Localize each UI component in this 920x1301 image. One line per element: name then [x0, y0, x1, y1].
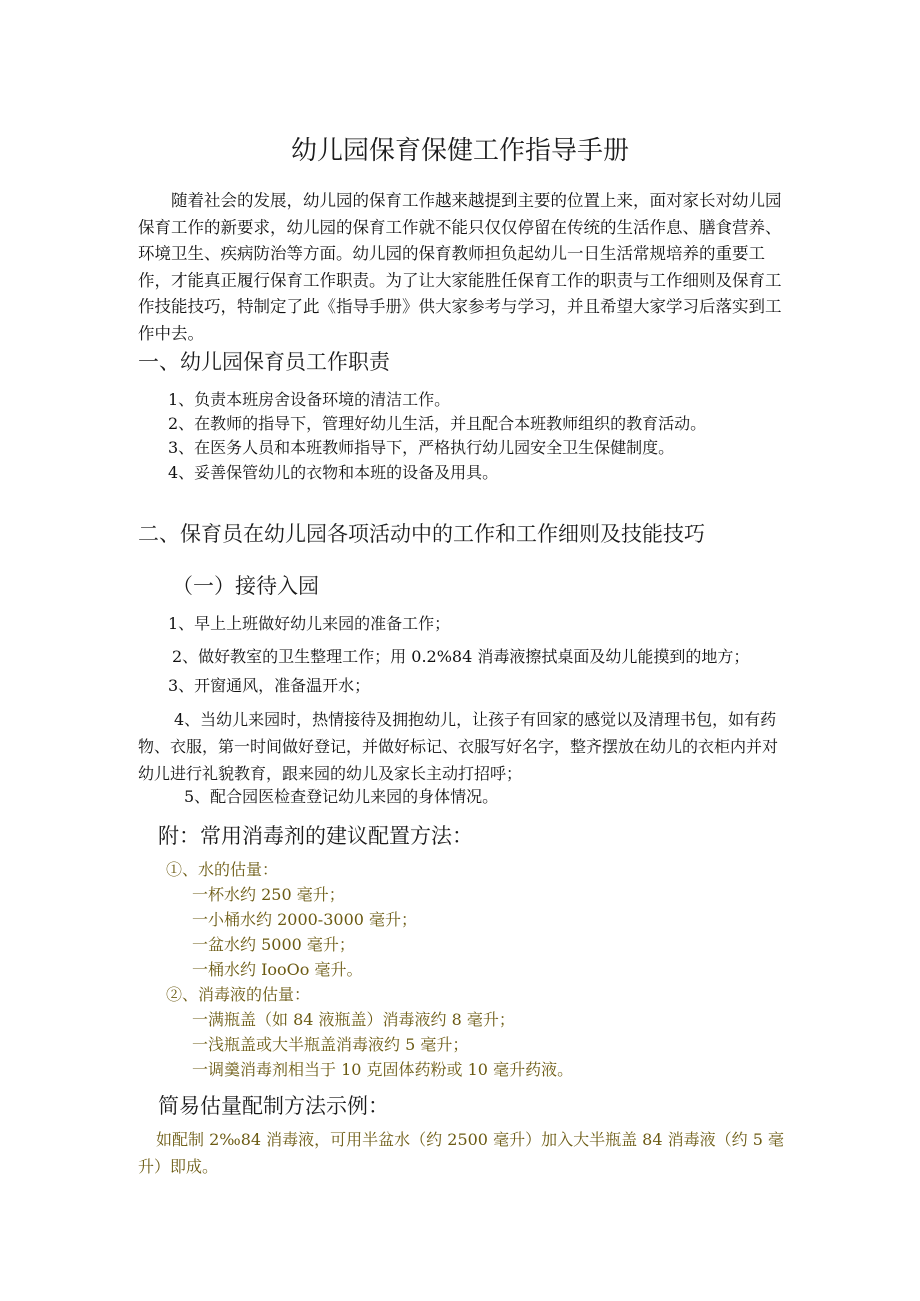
reception-item-1: 1、早上上班做好幼儿来园的准备工作；	[168, 614, 451, 633]
water-estimate-label: ①、水的估量：	[166, 860, 279, 879]
example-heading: 简易估量配制方法示例：	[158, 1094, 389, 1118]
reception-item-2: 2、做好教室的卫生整理工作；用 0.2%84 消毒液擦拭桌面及幼儿能摸到的地方；	[172, 647, 750, 666]
section2-heading: 二、保育员在幼儿园各项活动中的工作和工作细则及技能技巧	[138, 522, 705, 546]
section1-item-4: 4、妥善保管幼儿的衣物和本班的设备及用具。	[168, 463, 499, 482]
document-title: 幼儿园保育保健工作指导手册	[290, 136, 629, 166]
disinfectant-item-1: 一满瓶盖（如 84 液瓶盖）消毒液约 8 毫升；	[192, 1010, 515, 1029]
disinfectant-estimate-label: ②、消毒液的估量：	[166, 985, 311, 1004]
section1-item-3: 3、在医务人员和本班教师指导下，严格执行幼儿园安全卫生保健制度。	[168, 438, 675, 457]
intro-paragraph	[138, 188, 788, 347]
disinfectant-item-3: 一调羹消毒剂相当于 10 克固体药粉或 10 毫升药液。	[192, 1060, 574, 1079]
section1-heading: 一、幼儿园保育员工作职责	[138, 350, 390, 374]
section1-item-1: 1、负责本班房舍设备环境的清洁工作。	[168, 390, 451, 409]
section1-item-2: 2、在教师的指导下，管理好幼儿生活，并且配合本班教师组织的教育活动。	[168, 414, 707, 433]
reception-item-5: 5、配合园医检查登记幼儿来园的身体情况。	[184, 787, 499, 806]
water-item-4: 一桶水约 IooOo 毫升。	[192, 960, 363, 979]
disinfectant-item-2: 一浅瓶盖或大半瓶盖消毒液约 5 毫升；	[192, 1035, 469, 1054]
reception-item-3: 3、开窗通风，准备温开水；	[168, 676, 371, 695]
water-item-3: 一盆水约 5000 毫升；	[192, 935, 355, 954]
appendix-heading: 附：常用消毒剂的建议配置方法：	[158, 824, 473, 848]
example-text: 如配制 2‰84 消毒液，可用半盆水（约 2500 毫升）加入大半瓶盖 84 消毒液（约 5 毫升）即成。	[138, 1130, 784, 1176]
section2-sub1-heading: （一）接待入园	[172, 574, 319, 598]
water-item-2: 一小桶水约 2000-3000 毫升；	[192, 910, 418, 929]
reception-item-4: 4、当幼儿来园时，热情接待及拥抱幼儿，让孩子有回家的感觉以及清理书包，如有药物、衣服，第一时间做好登记，并做好标记、衣服写好名字，整齐摆放在幼儿的衣柜内并对幼儿进行礼貌教育，跟来园的幼儿及家长主动打招呼；	[138, 710, 779, 783]
water-item-1: 一杯水约 250 毫升；	[192, 885, 345, 904]
intro-text: 随着社会的发展，幼儿园的保育工作越来越提到主要的位置上来，面对家长对幼儿园保育工作的新要求，幼儿园的保育工作就不能只仅仅停留在传统的生活作息、膳食营养、环境卫生、疾病防治等方面。幼儿园的保育教师担负起幼儿一日生活常规培养的重要工作，才能真正履行保育工作职责。为了让大家能胜任保育工作的职责与工作细则及保育工作技能技巧，特制定了此《指导手册》供大家参考与学习，并且希望大家学习后落实到工作中去。	[138, 191, 782, 343]
